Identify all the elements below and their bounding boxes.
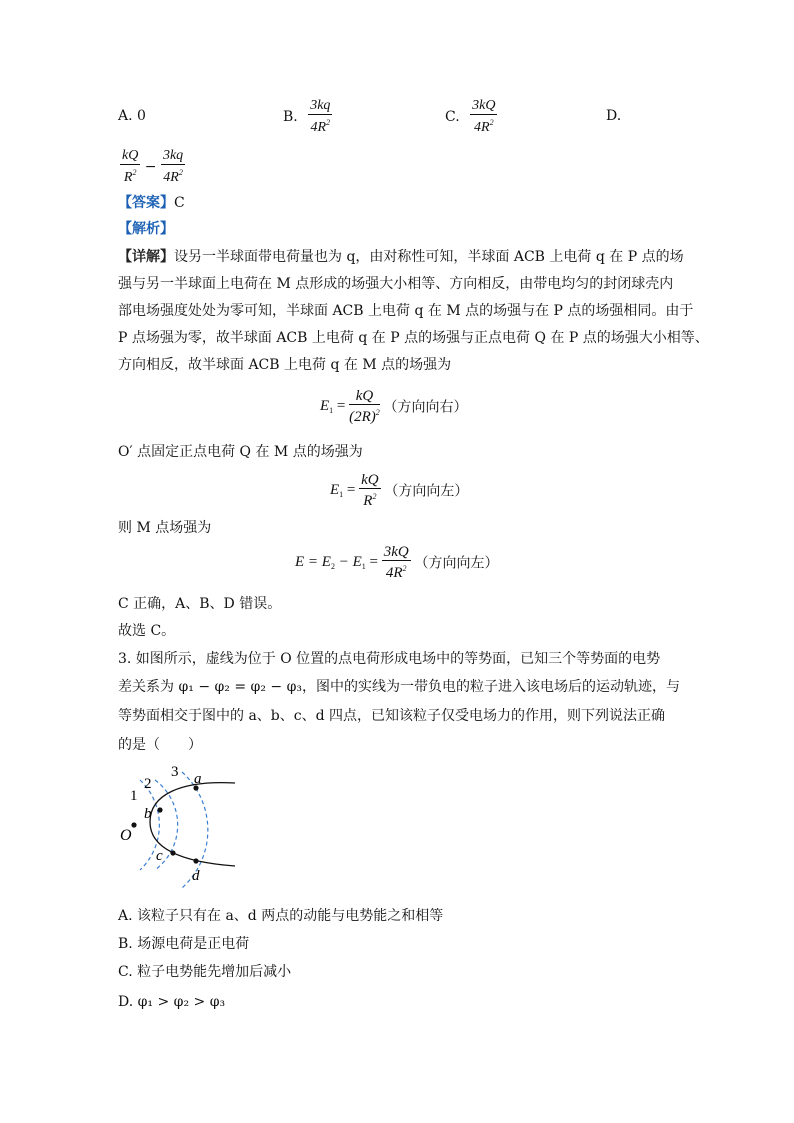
q3-line-2: 差关系为 φ₁ − φ₂ = φ₂ − φ₃，图中的实线为一带负电的粒子进入该电场后的运动轨迹，与 — [118, 679, 681, 695]
choice-c: C. 粒子电势能先增加后减小 — [118, 964, 292, 980]
detail-line-1: 【详解】设另一半球面带电荷量也为 q，由对称性可知，半球面 ACB 上电荷 q 在 P 点的场 — [118, 249, 684, 265]
option-d-num2: 3kq — [162, 148, 184, 163]
label-o: O — [120, 827, 132, 844]
option-d-fraction-2 — [161, 148, 185, 186]
label-1: 1 — [130, 788, 138, 804]
choice-d: D. φ₁ > φ₂ > φ₃ — [118, 994, 226, 1010]
option-b-denominator: $4R^2$ — [310, 118, 331, 135]
detail-line-3: 部电场强度处处为零可知，半球面 ACB 上电荷 q 在 M 点的场强与在 P 点的场强相同。由于 — [118, 303, 694, 319]
option-c-fraction — [470, 98, 497, 136]
option-b-numerator: 3kq — [310, 98, 331, 113]
point-d — [193, 858, 198, 863]
label-3: 3 — [171, 764, 179, 780]
point-o — [131, 822, 136, 827]
option-d-minus: − — [144, 159, 157, 175]
option-b-label: B. — [283, 109, 298, 125]
option-c-denominator: $4R^2$ — [474, 118, 494, 135]
option-a: A. 0 — [118, 108, 146, 124]
equation-2: $E_1$ = $\frac{kQ}{R^2}$ （方向向左） — [330, 472, 469, 509]
equation-3: $E = E_2 - E_1$ = $\frac{3kQ}{4R^2}$ （方向向左） — [295, 544, 499, 581]
label-c: c — [156, 848, 163, 864]
equation-2-fraction: $\frac{kQ}{R^2}$ — [361, 472, 379, 509]
option-d-num1: kQ — [122, 148, 139, 163]
option-d-fraction-1 — [120, 148, 140, 186]
option-c-label: C. — [445, 109, 460, 125]
equation-2-note: （方向向左） — [384, 483, 469, 500]
equation-1-fraction: $\frac{kQ}{(2R)^2}$ — [349, 388, 380, 425]
detail-line-5: 方向相反，故半球面 ACB 上电荷 q 在 M 点的场强为 — [118, 357, 452, 373]
option-d-den2: $4R^2$ — [163, 168, 183, 185]
option-b-fraction — [308, 98, 332, 136]
equation-1: $E_1$ = $\frac{kQ}{(2R)^2}$ （方向向右） — [320, 388, 468, 425]
option-d-den1: $R^2$ — [123, 168, 137, 185]
choice-a: A. 该粒子只有在 a、d 两点的动能与电势能之和相等 — [118, 908, 444, 924]
option-d-label: D. — [606, 108, 622, 124]
detail-line-4: P 点场强为零，故半球面 ACB 上电荷 q 在 P 点的场强与正点电荷 Q 在 P 点的场强大小相等、 — [118, 330, 709, 346]
line-o-prime: O′ 点固定正点电荷 Q 在 M 点的场强为 — [118, 444, 363, 460]
q3-line-1: 3. 如图所示，虚线为位于 O 位置的点电荷形成电场中的等势面，已知三个等势面的电势 — [118, 651, 661, 667]
option-c — [445, 98, 497, 136]
line-m: 则 M 点场强为 — [118, 520, 212, 536]
equation-3-fraction: $\frac{3kQ}{4R^2}$ — [383, 544, 409, 581]
analysis-tag: 【解析】 — [118, 221, 174, 237]
equipotential-figure — [110, 760, 250, 892]
label-a: a — [194, 771, 202, 787]
option-c-numerator: 3kQ — [472, 98, 496, 113]
label-b: b — [144, 806, 152, 822]
detail-tag: 【详解】 — [118, 249, 174, 265]
conclusion-1: C 正确，A、B、D 错误。 — [118, 596, 282, 612]
equation-1-note: （方向向右） — [383, 399, 468, 416]
option-b — [283, 98, 332, 136]
answer-line — [118, 193, 185, 213]
conclusion-2: 故选 C。 — [118, 623, 176, 639]
point-c — [170, 850, 175, 855]
point-b — [157, 807, 162, 812]
equation-3-note: （方向向左） — [414, 555, 499, 572]
choice-b: B. 场源电荷是正电荷 — [118, 936, 250, 952]
label-2: 2 — [144, 776, 152, 792]
label-d: d — [192, 868, 200, 884]
trajectory — [150, 783, 235, 866]
detail-line-2: 强与另一半球面上电荷在 M 点形成的场强大小相等、方向相反，由带电均匀的封闭球壳内 — [118, 276, 674, 292]
q3-line-4: 的是（ ） — [118, 737, 202, 753]
q3-line-3: 等势面相交于图中的 a、b、c、d 四点，已知该粒子仅受电场力的作用，则下列说法正确 — [118, 708, 666, 724]
answer-tag: 【答案】 — [118, 195, 174, 211]
answer-value: C — [174, 195, 185, 211]
option-d-expression — [120, 148, 185, 186]
